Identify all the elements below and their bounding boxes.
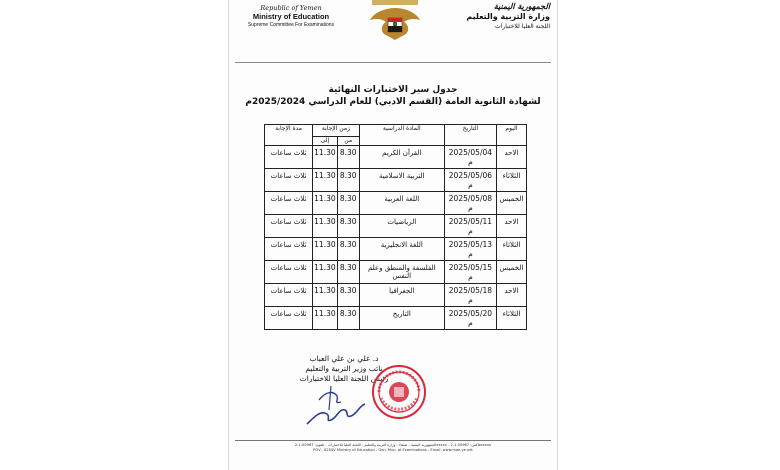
time-to-cell: 11.30: [313, 238, 338, 261]
signatory-role: رئيس اللجنة العليا للاختبارات: [299, 373, 389, 383]
table-row: [265, 192, 527, 215]
date-cell: [444, 261, 496, 284]
header-time: زمن الإجابة: [313, 125, 360, 137]
header-to: إلى: [313, 137, 338, 146]
duration-cell: ثلاث ساعات: [265, 192, 313, 215]
date-value: 2025/05/11: [448, 217, 493, 226]
day-cell: الثلاثاء: [496, 307, 526, 330]
handwritten-signature-icon: [301, 380, 371, 430]
date-suffix: م: [468, 294, 473, 304]
time-from-cell: 8.30: [337, 261, 359, 284]
date-cell: [444, 146, 496, 169]
day-cell: الاحد: [496, 284, 526, 307]
signatory-title: نائب وزير التربية والتعليم: [305, 363, 383, 373]
duration-cell: ثلاث ساعات: [265, 146, 313, 169]
time-to-cell: 11.30: [313, 192, 338, 215]
table-row: [265, 169, 527, 192]
table-header-row: [265, 125, 527, 137]
date-cell: [444, 284, 496, 307]
duration-cell: ثلاث ساعات: [265, 169, 313, 192]
date-cell: [444, 238, 496, 261]
day-cell: الاحد: [496, 146, 526, 169]
date-suffix: م: [468, 271, 473, 281]
date-suffix: م: [468, 248, 473, 258]
title-line-1: جدول سير الاختبارات النهائية: [328, 85, 458, 95]
date-value: 2025/05/18: [448, 286, 493, 295]
time-to-cell: 11.30: [313, 307, 338, 330]
date-suffix: م: [468, 225, 473, 235]
title-line-2: لشهادة الثانوية العامة (القسم الادبي) للعام الدراسي 2025/2024م: [245, 97, 541, 108]
date-value: 2025/05/15: [448, 263, 493, 272]
date-suffix: م: [468, 156, 473, 166]
time-from-cell: 8.30: [337, 238, 359, 261]
time-from-cell: 8.30: [337, 215, 359, 238]
subject-cell: الفلسفة والمنطق وعلم النفس: [359, 261, 444, 284]
header-day: اليوم: [496, 125, 526, 146]
date-cell: [444, 169, 496, 192]
time-to-cell: 11.30: [313, 215, 338, 238]
date-value: 2025/05/04: [448, 148, 493, 157]
subject-cell: التاريخ: [359, 307, 444, 330]
time-from-cell: 8.30: [337, 307, 359, 330]
document-title: [229, 84, 557, 108]
duration-cell: ثلاث ساعات: [265, 238, 313, 261]
date-value: 2025/05/06: [448, 171, 493, 180]
time-from-cell: 8.30: [337, 146, 359, 169]
subject-cell: القرآن الكريم: [359, 146, 444, 169]
day-cell: الثلاثاء: [496, 238, 526, 261]
footer-divider: [235, 440, 551, 441]
table-row: [265, 261, 527, 284]
exam-schedule-table: [264, 124, 527, 330]
date-value: 2025/05/08: [448, 194, 493, 203]
duration-cell: ثلاث ساعات: [265, 307, 313, 330]
subject-cell: الرياضيات: [359, 215, 444, 238]
subject-cell: الجغرافيا: [359, 284, 444, 307]
document-page: [228, 0, 558, 470]
table-row: [265, 146, 527, 169]
day-cell: الخميس: [496, 261, 526, 284]
day-cell: الاحد: [496, 215, 526, 238]
signatory-name: د. علي بن علي العباب: [309, 354, 379, 363]
date-value: 2025/05/13: [448, 240, 493, 249]
table-row: [265, 284, 527, 307]
header-committee-en: Supreme Committee For Examinations: [247, 21, 335, 28]
table-body: [265, 146, 527, 330]
header-duration: مدة الإجابة: [265, 125, 313, 146]
date-cell: [444, 215, 496, 238]
subject-cell: اللغة العربية: [359, 192, 444, 215]
day-cell: الثلاثاء: [496, 169, 526, 192]
time-to-cell: 11.30: [313, 169, 338, 192]
date-cell: [444, 192, 496, 215]
header-date: التاريخ: [444, 125, 496, 146]
date-suffix: م: [468, 202, 473, 212]
duration-cell: ثلاث ساعات: [265, 215, 313, 238]
header-republic-en: Republic of Yemen: [260, 4, 322, 12]
date-cell: [444, 307, 496, 330]
date-suffix: م: [468, 317, 473, 327]
table-row: [265, 238, 527, 261]
header-republic-ar: الجمهورية اليمنية: [493, 2, 550, 11]
yemen-eagle-emblem-icon: [364, 0, 426, 42]
header-from: من: [337, 137, 359, 146]
footer-line-1: الجمهورية اليمنية - صنعاء - وزارة التربية والتعليم - اللجنة العليا للاختبارات - تلفون: 00967-1-2xxxxx - فاكس: 00967-1-2xxxxx: [294, 443, 492, 447]
footer-contact: [235, 443, 551, 454]
header-arabic: [460, 2, 550, 31]
time-to-cell: 11.30: [313, 146, 338, 169]
date-value: 2025/05/20: [448, 309, 493, 318]
header-english: [236, 4, 346, 28]
time-from-cell: 8.30: [337, 169, 359, 192]
header-ministry-ar: وزارة التربية والتعليم: [466, 12, 550, 22]
date-suffix: م: [468, 179, 473, 189]
header-ministry-en: Ministry of Education: [252, 12, 330, 22]
table-row: [265, 307, 527, 330]
time-to-cell: 11.30: [313, 284, 338, 307]
subject-cell: التربية الاسلامية: [359, 169, 444, 192]
duration-cell: ثلاث ساعات: [265, 261, 313, 284]
subject-cell: اللغة الانجليزية: [359, 238, 444, 261]
time-from-cell: 8.30: [337, 192, 359, 215]
day-cell: الخميس: [496, 192, 526, 215]
time-to-cell: 11.30: [313, 261, 338, 284]
time-from-cell: 8.30: [337, 284, 359, 307]
duration-cell: ثلاث ساعات: [265, 284, 313, 307]
table-row: [265, 215, 527, 238]
header-committee-ar: اللجنة العليا للاختبارات: [495, 22, 550, 30]
header-divider: [235, 62, 551, 63]
ministry-seal-stamp-icon: [371, 364, 427, 420]
footer-line-2: POV - 8250V Ministry of Education - Gen. Mun. of Examinations - Email: www.moe-ye.net: [313, 448, 473, 453]
header-subject: المادة الدراسية: [359, 125, 444, 146]
